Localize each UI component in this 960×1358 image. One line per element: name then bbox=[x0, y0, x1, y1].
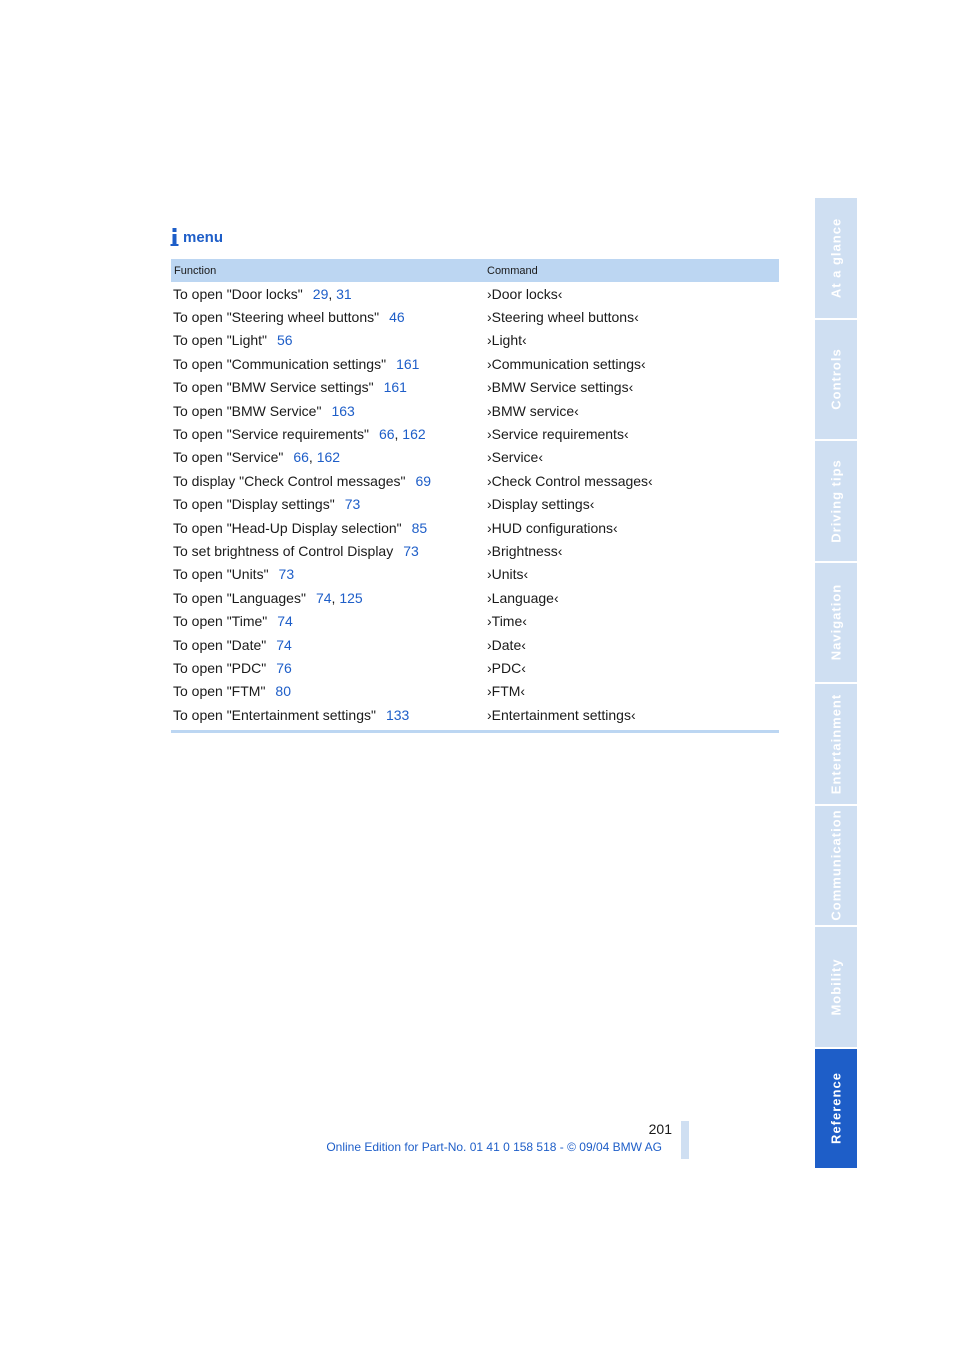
function-text: To open "Door locks" bbox=[173, 285, 303, 302]
sidebar-tab-controls[interactable] bbox=[815, 320, 857, 440]
function-text: To open "Service" bbox=[173, 449, 284, 466]
function-cell bbox=[171, 403, 487, 419]
header-function: Function bbox=[174, 264, 217, 277]
page-link[interactable]: 66 bbox=[378, 426, 395, 443]
table-row bbox=[171, 703, 779, 726]
table-row bbox=[171, 539, 779, 562]
function-cell: To open "Languages" 74, 125 bbox=[173, 589, 363, 606]
sidebar-tab-mobility[interactable] bbox=[815, 927, 857, 1047]
function-text: To open "BMW Service settings" bbox=[173, 379, 374, 396]
function-text: To open "Display settings" bbox=[173, 496, 335, 513]
function-text: To open "PDC" bbox=[173, 659, 267, 676]
function-cell bbox=[171, 707, 487, 723]
table-row bbox=[171, 563, 779, 586]
sidebar-tab-label: Communication bbox=[828, 809, 844, 921]
sidebar-tab-driving-tips[interactable] bbox=[815, 441, 857, 561]
function-cell bbox=[171, 473, 487, 489]
table-body bbox=[171, 282, 779, 726]
sidebar-tab-label: Navigation bbox=[828, 584, 844, 661]
function-cell bbox=[171, 520, 487, 536]
command-cell: ›Brightness‹ bbox=[487, 542, 563, 559]
function-cell bbox=[171, 379, 487, 395]
table-row bbox=[171, 399, 779, 422]
page-link[interactable]: 74 bbox=[315, 589, 332, 606]
sidebar-tab-navigation[interactable] bbox=[815, 563, 857, 683]
table-row bbox=[171, 376, 779, 399]
function-cell bbox=[171, 566, 487, 582]
page-link[interactable]: 73 bbox=[344, 496, 361, 513]
command-cell: ›Communication settings‹ bbox=[487, 355, 646, 372]
page-link[interactable]: 69 bbox=[415, 472, 432, 489]
function-text: To open "Service requirements" bbox=[173, 426, 369, 443]
function-text: To open "FTM" bbox=[173, 683, 266, 700]
function-cell bbox=[171, 683, 487, 699]
function-text: To open "BMW Service" bbox=[173, 402, 322, 419]
page-link[interactable]: 125 bbox=[339, 589, 363, 606]
function-text: To open "Languages" bbox=[173, 589, 306, 606]
section-title: menu bbox=[183, 228, 224, 246]
table-row bbox=[171, 352, 779, 375]
table-row bbox=[171, 329, 779, 352]
function-text: To open "Time" bbox=[173, 613, 268, 630]
function-cell bbox=[171, 309, 487, 325]
function-cell bbox=[171, 543, 487, 559]
function-cell: To open "Service requirements" 66, 162 bbox=[173, 426, 426, 443]
command-cell: ›Units‹ bbox=[487, 566, 529, 583]
page-link[interactable]: 162 bbox=[316, 449, 341, 466]
table-row bbox=[171, 493, 779, 516]
table-row bbox=[171, 680, 779, 703]
command-cell: ›FTM‹ bbox=[487, 683, 526, 700]
page-link[interactable]: 162 bbox=[402, 426, 426, 443]
table-header bbox=[171, 259, 779, 282]
page-link[interactable]: 161 bbox=[396, 355, 420, 372]
page-link[interactable]: 74 bbox=[276, 636, 292, 653]
table-row bbox=[171, 609, 779, 632]
table-row bbox=[171, 305, 779, 328]
table-row bbox=[171, 446, 779, 469]
function-text: To open "Units" bbox=[173, 566, 269, 583]
function-cell bbox=[171, 356, 487, 372]
command-cell: ›BMW Service settings‹ bbox=[487, 379, 634, 396]
page-link[interactable]: 29 bbox=[312, 285, 329, 302]
sidebar-tab-label: Driving tips bbox=[828, 458, 844, 543]
footer-edition: Online Edition for Part-No. 01 41 0 158 518 - © 09/04 BMW AG bbox=[326, 1140, 662, 1154]
table-row bbox=[171, 282, 779, 305]
function-cell bbox=[171, 637, 487, 653]
page-link[interactable]: 31 bbox=[336, 285, 352, 302]
sidebar-tab-communication[interactable] bbox=[815, 806, 857, 926]
sidebar-tab-label: Entertainment bbox=[828, 693, 844, 794]
page-link[interactable]: 46 bbox=[389, 309, 405, 326]
function-cell bbox=[171, 332, 487, 348]
table-row bbox=[171, 422, 779, 445]
table-bottom-rule bbox=[171, 730, 779, 733]
function-cell bbox=[171, 496, 487, 512]
table-row bbox=[171, 656, 779, 679]
command-cell: ›Door locks‹ bbox=[487, 285, 563, 302]
command-cell: ›Service‹ bbox=[487, 449, 544, 466]
page-link[interactable]: 56 bbox=[277, 332, 293, 349]
sidebar-tab-entertainment[interactable] bbox=[815, 684, 857, 804]
page-link[interactable]: 73 bbox=[278, 566, 295, 583]
function-text: To open "Head-Up Display selection" bbox=[173, 519, 402, 536]
page-link[interactable]: 133 bbox=[385, 706, 410, 723]
command-cell: ›Language‹ bbox=[487, 589, 559, 606]
table-row bbox=[171, 516, 779, 539]
sidebar-tab-label: Reference bbox=[828, 1072, 844, 1145]
page-link[interactable]: 76 bbox=[276, 659, 292, 676]
command-cell: ›HUD configurations‹ bbox=[487, 519, 618, 536]
command-cell: ›Date‹ bbox=[487, 636, 526, 653]
function-cell bbox=[171, 613, 487, 629]
command-cell: ›Light‹ bbox=[487, 332, 527, 349]
command-cell: ›Entertainment settings‹ bbox=[487, 706, 636, 723]
info-i-icon bbox=[170, 228, 179, 246]
function-text: To open "Steering wheel buttons" bbox=[173, 309, 380, 326]
page-link[interactable]: 74 bbox=[277, 613, 293, 630]
function-text: To open "Communication settings" bbox=[173, 355, 387, 372]
page-number: 201 bbox=[648, 1121, 672, 1137]
table-row bbox=[171, 633, 779, 656]
function-cell: To open "Service" 66, 162 bbox=[173, 449, 341, 466]
function-text: To open "Date" bbox=[173, 636, 267, 653]
chapter-sidebar bbox=[815, 198, 857, 1170]
section-heading bbox=[170, 228, 223, 246]
command-cell: ›Time‹ bbox=[487, 613, 527, 630]
command-cell: ›Steering wheel buttons‹ bbox=[487, 309, 639, 326]
function-cell bbox=[171, 660, 487, 676]
sidebar-tab-label: Mobility bbox=[828, 958, 844, 1016]
table-row bbox=[171, 469, 779, 492]
function-cell: To open "Door locks" 29, 31 bbox=[173, 285, 352, 302]
header-command: Command bbox=[487, 264, 538, 277]
page-link[interactable]: 73 bbox=[403, 542, 419, 559]
command-table bbox=[171, 259, 779, 733]
command-cell: ›BMW service‹ bbox=[487, 402, 579, 419]
command-cell: ›Service requirements‹ bbox=[487, 426, 629, 443]
sidebar-tab-label: Controls bbox=[828, 348, 844, 410]
command-cell: ›Display settings‹ bbox=[487, 496, 595, 513]
page-link[interactable]: 161 bbox=[383, 379, 407, 396]
function-text: To open "Entertainment settings" bbox=[173, 706, 376, 723]
sidebar-tab-reference[interactable] bbox=[815, 1049, 857, 1169]
sidebar-tab-label: At a glance bbox=[828, 217, 844, 298]
page-link[interactable]: 163 bbox=[331, 402, 355, 419]
command-cell: ›Check Control messages‹ bbox=[487, 472, 653, 489]
function-text: To set brightness of Control Display bbox=[173, 542, 394, 559]
command-cell: ›PDC‹ bbox=[487, 659, 526, 676]
function-text: To open "Light" bbox=[173, 332, 268, 349]
table-row bbox=[171, 586, 779, 609]
page-link[interactable]: 66 bbox=[293, 449, 309, 466]
page-link[interactable]: 85 bbox=[411, 519, 428, 536]
function-text: To display "Check Control messages" bbox=[173, 472, 406, 489]
page-link[interactable]: 80 bbox=[275, 683, 291, 700]
page-number-bar bbox=[681, 1121, 689, 1159]
sidebar-tab-at-a-glance[interactable] bbox=[815, 198, 857, 318]
